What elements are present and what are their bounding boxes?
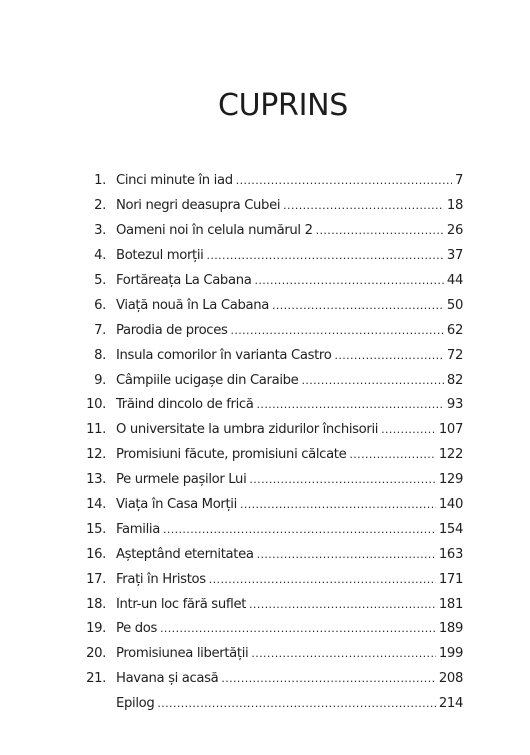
dot-leader (236, 173, 452, 189)
toc-entry (76, 418, 463, 443)
page-number: 50 (446, 297, 463, 313)
dot-leader (301, 373, 443, 389)
page-number: 93 (446, 397, 463, 413)
dot-leader (209, 572, 436, 588)
page-number: 37 (446, 248, 463, 264)
dot-leader (334, 348, 443, 364)
entry-line (116, 348, 463, 364)
chapter-title: Fortăreața La Cabana (116, 273, 252, 288)
dot-leader (254, 273, 443, 289)
chapter-number: 12. (86, 447, 106, 463)
entry-line (116, 373, 463, 389)
chapter-number: 16. (86, 546, 106, 562)
page-number: 189 (438, 621, 463, 637)
entry-line (116, 273, 463, 289)
dot-leader (230, 323, 443, 339)
toc-entry (76, 293, 463, 318)
toc-entry (76, 443, 463, 468)
chapter-number: 6. (94, 297, 106, 313)
chapter-title: Promisiuni făcute, promisiuni călcate (116, 447, 347, 463)
entry-line (116, 621, 463, 637)
page-number: 62 (446, 322, 463, 338)
chapter-title: Botezul morții (116, 248, 204, 264)
entry-line (116, 323, 463, 339)
dot-leader (257, 397, 444, 413)
dot-leader (157, 696, 436, 712)
page-number: 122 (438, 447, 463, 463)
dot-leader (160, 621, 436, 637)
entry-line (116, 447, 463, 463)
chapter-title: Parodia de proces (116, 322, 228, 338)
dot-leader (272, 298, 444, 314)
dot-leader (206, 248, 443, 264)
page-number: 7 (454, 173, 463, 189)
toc-entry (76, 567, 463, 592)
entry-line (116, 696, 463, 712)
chapter-title: Frați în Hristos (116, 571, 206, 587)
chapter-title: Oameni noi în celula numărul 2 (116, 223, 313, 239)
chapter-number: 2. (94, 198, 106, 214)
dot-leader (381, 422, 436, 438)
chapter-number: 4. (94, 248, 106, 264)
toc-entry (76, 692, 463, 717)
entry-line (116, 422, 463, 438)
dot-leader (249, 472, 435, 488)
entry-line (116, 646, 463, 662)
toc-entry (76, 617, 463, 642)
toc-entry (76, 592, 463, 617)
page-title: CUPRINS (217, 88, 349, 123)
chapter-title: Câmpiile ucigașe din Caraibe (116, 372, 299, 388)
dot-leader (163, 522, 436, 538)
chapter-number: 11. (86, 422, 106, 438)
page-number: 208 (438, 671, 463, 687)
page-number: 26 (446, 223, 463, 239)
toc-entry (76, 343, 463, 368)
chapter-number: 18. (86, 596, 106, 612)
chapter-number: 3. (94, 223, 106, 239)
dot-leader (251, 646, 436, 662)
dot-leader (316, 223, 444, 239)
toc-entry (76, 517, 463, 542)
entry-line (116, 298, 463, 314)
toc-entry (76, 244, 463, 269)
entry-line (116, 472, 463, 488)
entry-line (116, 497, 463, 513)
chapter-number: 14. (86, 497, 106, 513)
chapter-number: 1. (94, 173, 106, 189)
chapter-title: Familia (116, 521, 160, 537)
page-number: 214 (438, 696, 463, 712)
toc-entry (76, 368, 463, 393)
chapter-title: Viață nouă în La Cabana (116, 297, 269, 313)
page-number: 199 (438, 646, 463, 662)
chapter-title: Trăind dincolo de frică (116, 397, 254, 413)
entry-line (116, 397, 463, 413)
entry-line (116, 248, 463, 264)
entry-line (116, 223, 463, 239)
page-number: 154 (438, 521, 463, 537)
chapter-number: 13. (86, 472, 106, 488)
dot-leader (240, 497, 436, 513)
dot-leader (221, 671, 436, 687)
toc-entry (76, 318, 463, 343)
chapter-number: 15. (86, 521, 106, 537)
chapter-number: 9. (94, 372, 106, 388)
toc-entry (76, 542, 463, 567)
chapter-title: Epilog (116, 696, 155, 712)
chapter-title: Nori negri deasupra Cubei (116, 198, 281, 214)
toc-entry (76, 667, 463, 692)
toc-entry (76, 269, 463, 294)
chapter-number: 20. (86, 646, 106, 662)
toc-entry (76, 393, 463, 418)
dot-leader (283, 198, 444, 214)
chapter-number: 10. (86, 397, 106, 413)
entry-line (116, 173, 463, 189)
page-number: 107 (438, 422, 463, 438)
chapter-title: Insula comorilor în varianta Castro (116, 347, 332, 363)
entry-line (116, 522, 463, 538)
toc-entry (76, 468, 463, 493)
chapter-title: Pe dos (116, 621, 157, 637)
page-number: 171 (438, 571, 463, 587)
entry-line (116, 597, 463, 613)
chapter-title: Așteptând eternitatea (116, 546, 254, 562)
chapter-title: Într-un loc fără suflet (116, 596, 247, 612)
page-number: 163 (438, 546, 463, 562)
page-number: 18 (446, 198, 463, 214)
chapter-number: 8. (94, 347, 106, 363)
toc-entry (76, 493, 463, 518)
chapter-title: Promisiunea libertății (116, 646, 249, 662)
chapter-title: Cinci minute în iad (116, 173, 233, 189)
dot-leader (257, 547, 436, 563)
chapter-number: 17. (86, 571, 106, 587)
page-number: 72 (446, 347, 463, 363)
toc-entry (76, 642, 463, 667)
chapter-number: 5. (94, 273, 106, 288)
chapter-number: 19. (86, 621, 106, 637)
chapter-number: 7. (94, 322, 106, 338)
toc-entry (76, 219, 463, 244)
chapter-title: Pe urmele pașilor Lui (116, 472, 247, 488)
chapter-number: 21. (86, 671, 106, 687)
entry-line (116, 547, 463, 563)
entry-line (116, 671, 463, 687)
chapter-title: Havana și acasă (116, 671, 219, 687)
toc-entry (76, 194, 463, 219)
table-of-contents (76, 169, 463, 717)
page-number: 181 (438, 596, 463, 612)
chapter-title: Viața în Casa Morții (116, 497, 237, 513)
chapter-title: O universitate la umbra zidurilor închisorii (116, 422, 379, 438)
page-number: 82 (446, 372, 463, 388)
entry-line (116, 198, 463, 214)
page-number: 140 (438, 497, 463, 513)
toc-entry (76, 169, 463, 194)
dot-leader (249, 597, 436, 613)
page-number: 44 (446, 273, 463, 288)
entry-line (116, 572, 463, 588)
page-number: 129 (438, 472, 463, 488)
dot-leader (349, 447, 435, 463)
